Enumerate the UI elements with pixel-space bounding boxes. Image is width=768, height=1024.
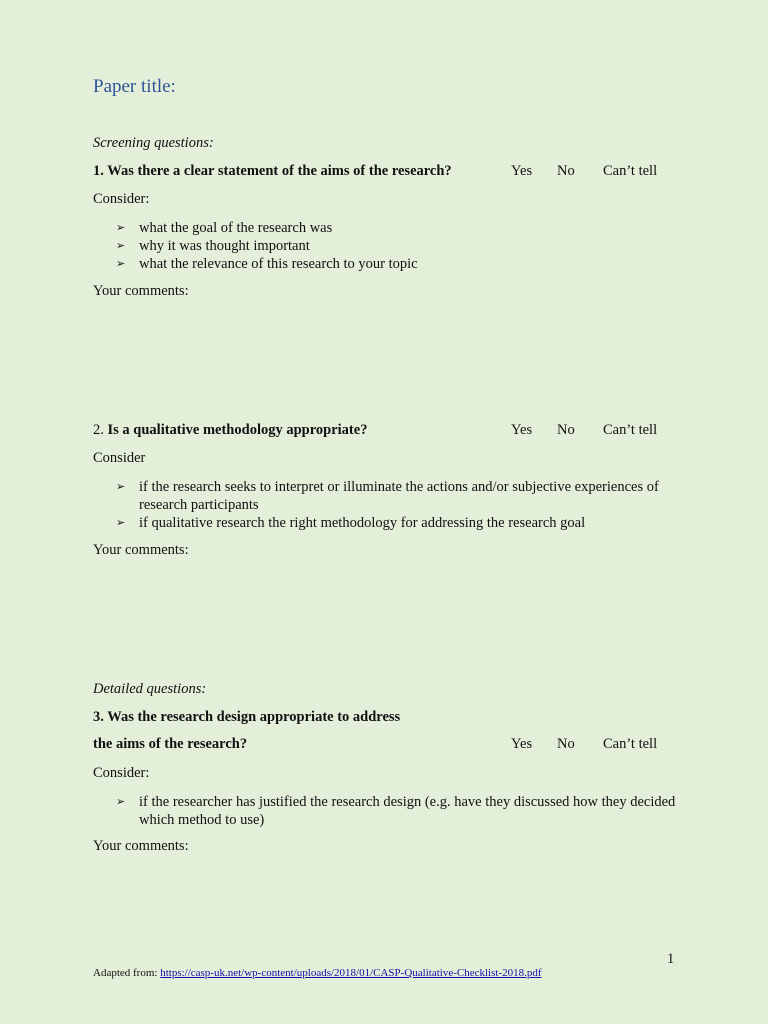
arrow-bullet-icon: ➢: [116, 239, 126, 252]
arrow-bullet-icon: ➢: [116, 257, 126, 270]
q1-consider-label: Consider:: [93, 191, 150, 207]
arrow-bullet-icon: ➢: [116, 480, 126, 493]
detailed-questions-label: Detailed questions:: [93, 681, 207, 697]
q3-cant-tell-option[interactable]: Can’t tell: [603, 736, 658, 752]
list-item: ➢ what the relevance of this research to your topic: [116, 256, 418, 272]
list-item: ➢ why it was thought important: [116, 238, 310, 254]
q1-no-option[interactable]: No: [557, 163, 575, 179]
list-item: ➢ if the researcher has justified the research design (e.g. have they discussed how they decided which method to use): [116, 794, 676, 828]
list-item: ➢ if the research seeks to interpret or illuminate the actions and/or subjective experiences of research participants: [116, 479, 659, 513]
paper-title-heading: Paper title:: [93, 76, 176, 97]
footer-prefix: Adapted from:: [93, 967, 161, 979]
q1-yes-option[interactable]: Yes: [511, 163, 533, 179]
page-number: 1: [667, 951, 675, 967]
q1-cant-tell-option[interactable]: Can’t tell: [603, 163, 658, 179]
q2-consider-label: Consider: [93, 450, 146, 466]
arrow-bullet-icon: ➢: [116, 795, 126, 808]
q3-yes-option[interactable]: Yes: [511, 736, 533, 752]
q2-consider-list: [116, 478, 676, 532]
q2-comments-label: Your comments:: [93, 542, 189, 558]
question-1: [93, 163, 452, 180]
q2-yes-option[interactable]: Yes: [511, 422, 533, 438]
q2-no-option[interactable]: No: [557, 422, 575, 438]
question-2-text: Is a qualitative methodology appropriate?: [107, 422, 368, 438]
footer: [93, 967, 542, 979]
q3-no-option[interactable]: No: [557, 736, 575, 752]
q3-consider-label: Consider:: [93, 765, 150, 781]
screening-questions-label: Screening questions:: [93, 135, 214, 151]
q2-cant-tell-option[interactable]: Can’t tell: [603, 422, 658, 438]
question-1-text: Was there a clear statement of the aims of the research?: [107, 163, 452, 179]
footer-source-link[interactable]: https://casp-uk.net/wp-content/uploads/2018/01/CASP-Qualitative-Checklist-2018.pdf: [160, 967, 542, 979]
question-2-number: 2.: [93, 422, 104, 438]
question-2: [93, 422, 367, 439]
question-3-line-2: the aims of the research?: [93, 736, 248, 752]
q1-consider-list: [116, 219, 676, 273]
q3-comments-label: Your comments:: [93, 838, 189, 854]
q3-consider-list: [116, 793, 676, 829]
arrow-bullet-icon: ➢: [116, 516, 126, 529]
q1-comments-label: Your comments:: [93, 283, 189, 299]
question-3-line-1: 3. Was the research design appropriate to address: [93, 709, 401, 725]
arrow-bullet-icon: ➢: [116, 221, 126, 234]
question-1-number: 1.: [93, 163, 104, 179]
list-item: ➢ if qualitative research the right methodology for addressing the research goal: [116, 515, 586, 531]
list-item: ➢ what the goal of the research was: [116, 220, 333, 236]
